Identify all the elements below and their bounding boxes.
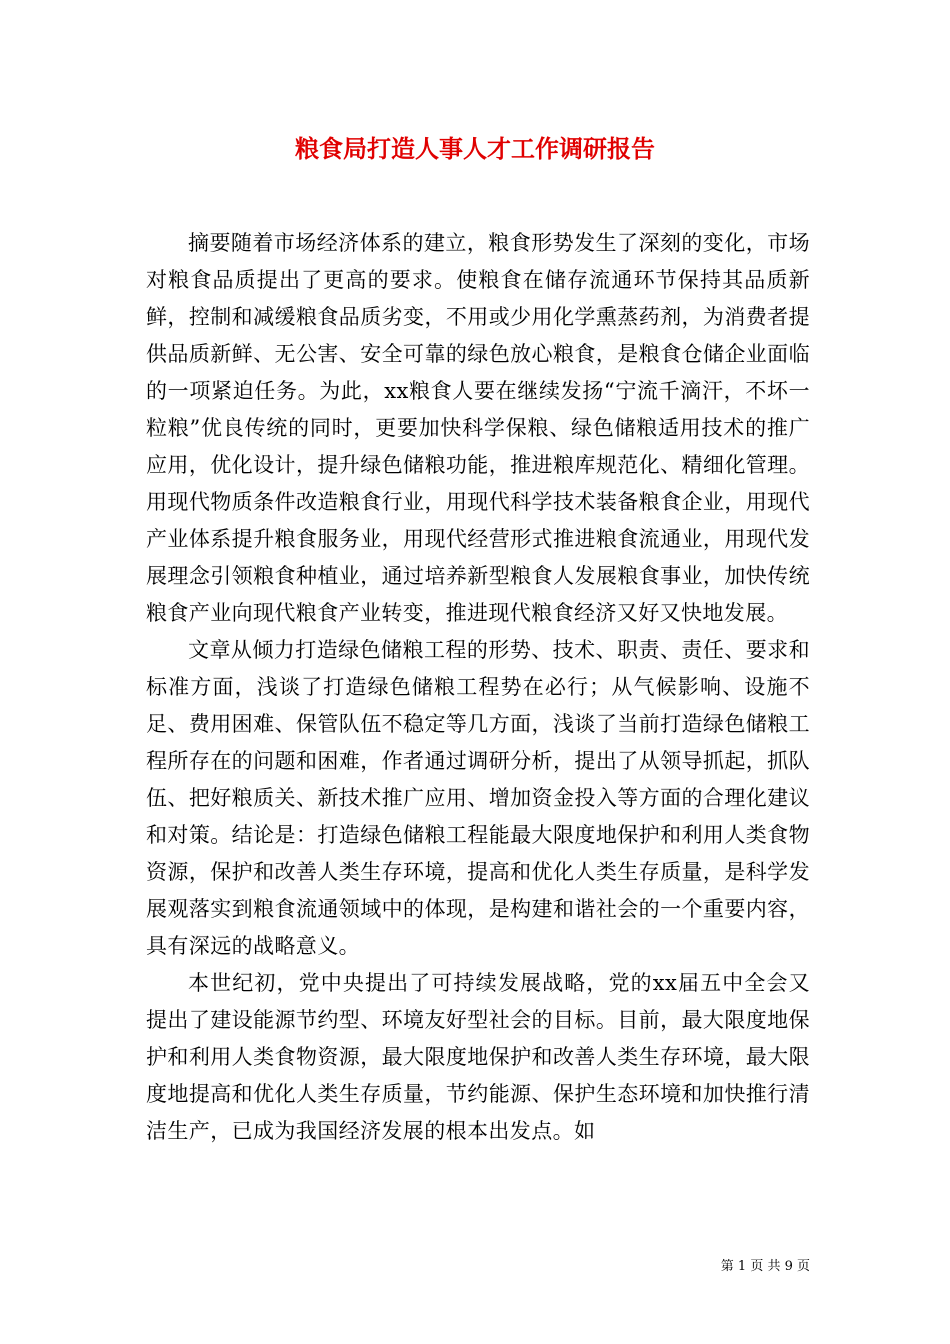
document-title: 粮食局打造人事人才工作调研报告 [295, 135, 655, 163]
page-number-footer: 第 1 页 共 9 页 [720, 1259, 810, 1274]
paragraph-summary: 文章从倾力打造绿色储粮工程的形势、技术、职责、责任、要求和标准方面，浅谈了打造绿色储粮工程势在必行；从气候影响、设施不足、费用困难、保管队伍不稳定等几方面，浅谈了当前打造绿色储粮工程所存在的问题和困难，作者通过调研分析，提出了从领导抓起，抓队伍、把好粮质关、新技术推广应用、增加资金投入等方面的合理化建议和对策。结论是：打造绿色储粮工程能最大限度地保护和利用人类食物资源，保护和改善人类生存环境，提高和优化人类生存质量，是科学发展观落实到粮食流通领域中的体现，是构建和谐社会的一个重要内容，具有深远的战略意义。 [146, 638, 810, 958]
document-body [146, 225, 810, 1150]
paragraph-introduction: 本世纪初，党中央提出了可持续发展战略，党的xx届五中全会又提出了建设能源节约型、环境友好型社会的目标。目前，最大限度地保护和利用人类食物资源，最大限度地保护和改善人类生存环境，最大限度地提高和优化人类生存质量，节约能源、保护生态环境和加快推行清洁生产，已成为我国经济发展的根本出发点。如 [146, 971, 810, 1143]
paragraph-abstract: 摘要随着市场经济体系的建立，粮食形势发生了深刻的变化，市场对粮食品质提出了更高的要求。使粮食在储存流通环节保持其品质新鲜，控制和减缓粮食品质劣变，不用或少用化学熏蒸药剂，为消费者提供品质新鲜、无公害、安全可靠的绿色放心粮食，是粮食仓储企业面临的一项紧迫任务。为此，xx粮食人要在继续发扬“宁流千滴汗，不坏一粒粮”优良传统的同时，更要加快科学保粮、绿色储粮适用技术的推广应用，优化设计，提升绿色储粮功能，推进粮库规范化、精细化管理。用现代物质条件改造粮食行业，用现代科学技术装备粮食企业，用现代产业体系提升粮食服务业，用现代经营形式推进粮食流通业，用现代发展理念引领粮食种植业，通过培养新型粮食人发展粮食事业，加快传统粮食产业向现代粮食产业转变，推进现代粮食经济又好又快地发展。 [146, 231, 810, 625]
